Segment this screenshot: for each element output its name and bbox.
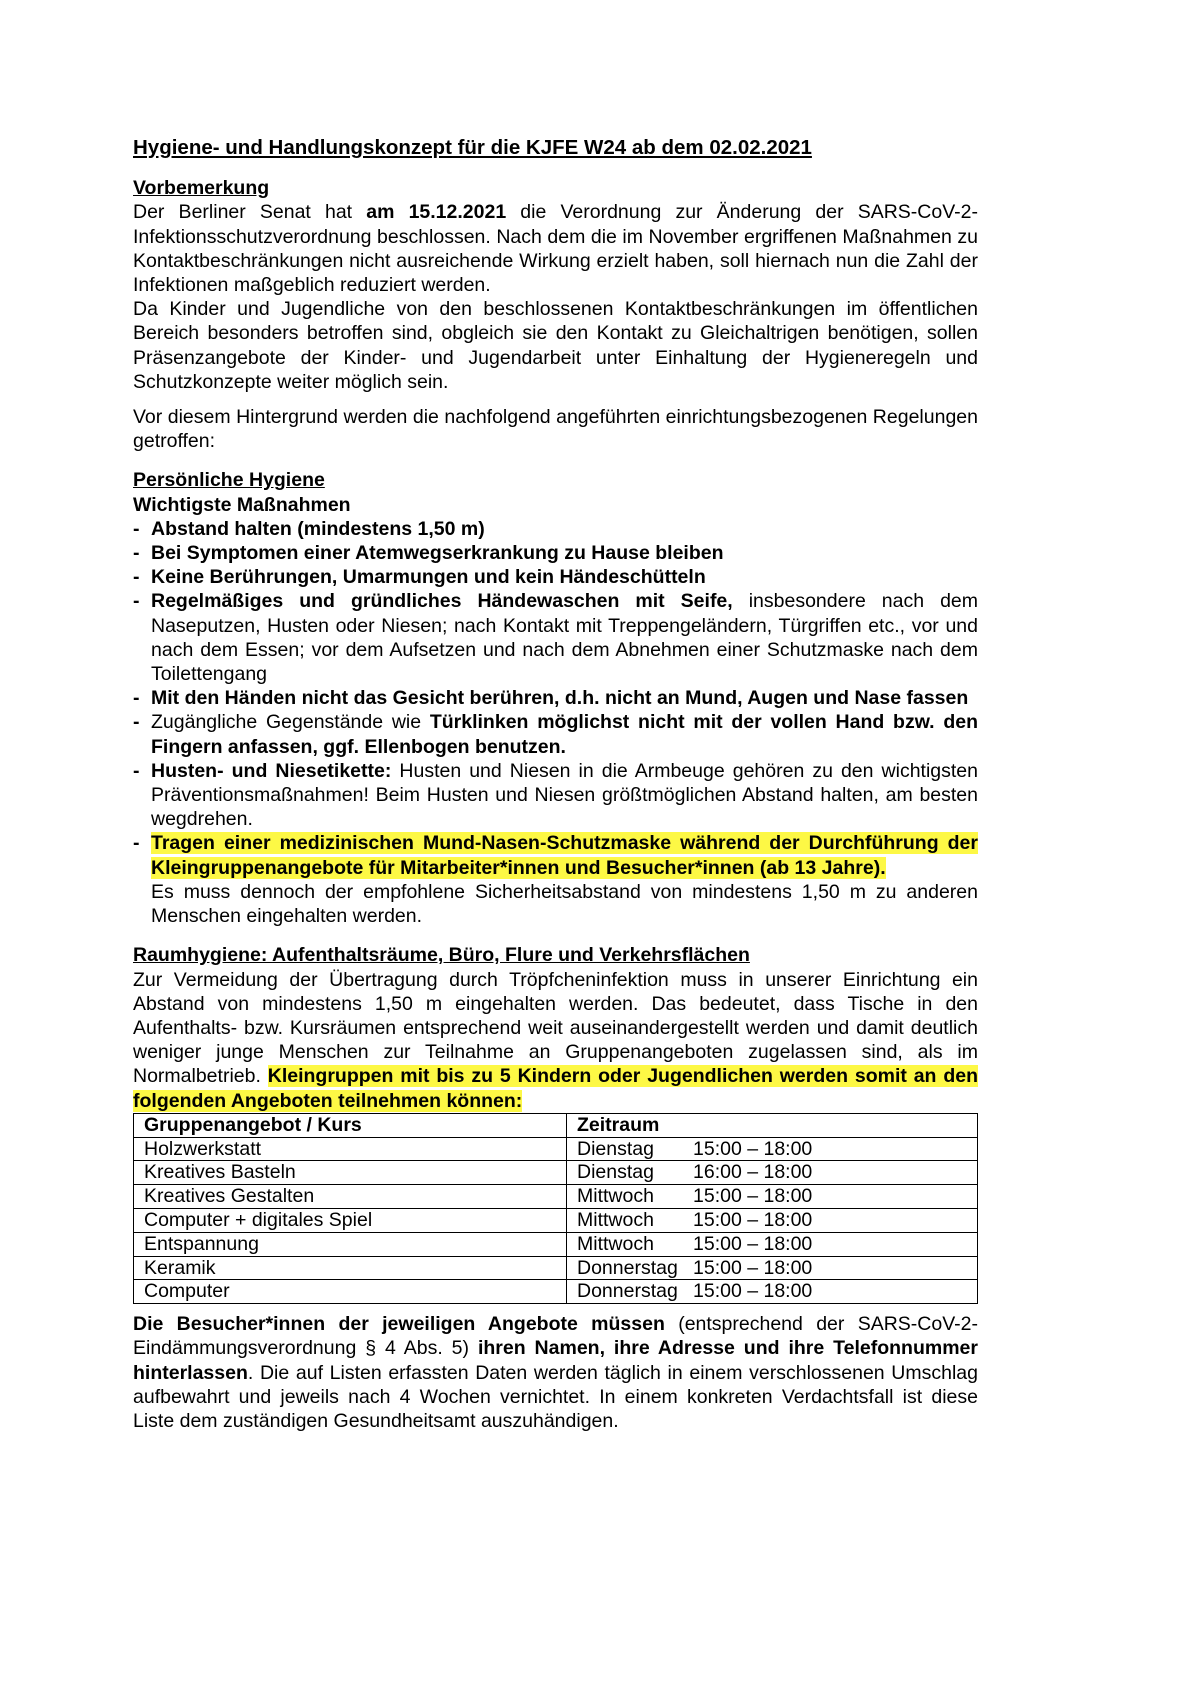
- cell-time: [567, 1161, 978, 1185]
- dash-bullet: -: [133, 711, 140, 734]
- list-item: [133, 759, 978, 832]
- text-bold: ihren Namen, ihre Adresse und ihre Telefonnummer hinterlassen: [133, 1337, 978, 1384]
- document-title: Hygiene- und Handlungskonzept für die KJFE W24 ab dem 02.02.2021: [133, 136, 812, 159]
- cell-time: [567, 1137, 978, 1161]
- cell-course: Holzwerkstatt: [134, 1137, 567, 1161]
- dash-bullet: -: [133, 590, 140, 613]
- paragraph-context: Da Kinder und Jugendliche von den beschlossenen Kontaktbeschränkungen im öffentlichen Bereich besonders betroffen sind, obgleich sie den Kontakt zu Gleichaltrigen benötigen, sollen Präsenzangebote der Kinder- und Jugendarbeit unter Einhaltung der Hygieneregeln und Schutzkonzepte weiter möglich sein.: [133, 298, 978, 393]
- highlighted-text: Kleingruppen mit bis zu 5 Kindern oder Jugendlichen werden somit an den folgenden Angeboten teilnehmen können:: [133, 1065, 978, 1112]
- text-bold: Die Besucher*innen der jeweiligen Angebote müssen: [133, 1313, 665, 1336]
- text: Zur Vermeidung der Übertragung durch Tröpfcheninfektion muss in unserer Einrichtung ein Abstand von mindestens 1,50 m eingehalten werden. Das bedeutet, dass Tische in den Aufenthalts- bzw. Kursräumen entsprechend weit auseinandergestellt werden und damit deutlich weniger junge Menschen zur Teilnahme an Gruppenangeboten zugelassen sind, als im Normalbetrieb.: [133, 968, 978, 1088]
- item-text: Zugängliche Gegenstände wie: [151, 711, 430, 734]
- cell-time: [567, 1185, 978, 1209]
- heading-personal-hygiene: Persönliche Hygiene: [133, 469, 325, 492]
- cell-day: Dienstag: [577, 1161, 654, 1184]
- cell-course: Keramik: [134, 1256, 567, 1280]
- table-body: [134, 1137, 978, 1304]
- table-row: [134, 1232, 978, 1256]
- table-row: [134, 1280, 978, 1304]
- cell-time: [567, 1256, 978, 1280]
- item-text: Husten und Niesen in die Armbeuge gehören zu den wichtigsten Präventionsmaßnahmen! Beim Husten und Niesen größtmöglichen Abstand halten, am besten wegdrehen.: [151, 759, 978, 831]
- cell-day: Donnerstag: [577, 1256, 678, 1279]
- item-text: Keine Berührungen, Umarmungen und kein Händeschütteln: [151, 566, 706, 589]
- list-item: [133, 589, 978, 686]
- highlighted-text: Tragen einer medizinischen Mund-Nasen-Schutzmaske während der Durchführung der Kleingruppenangebote für Mitarbeiter*innen und Besucher*innen (ab 13 Jahre).: [151, 832, 978, 879]
- item-text-bold: Türklinken möglichst nicht mit der vollen Hand bzw. den Fingern anfassen, ggf. Ellenbogen benutzen.: [151, 711, 978, 758]
- cell-day: Dienstag: [577, 1137, 654, 1160]
- item-text-bold: Regelmäßiges und gründliches Händewaschen mit Seife,: [151, 590, 733, 613]
- paragraph-intro: [133, 200, 978, 297]
- column-header-time: Zeitraum: [567, 1113, 978, 1137]
- cell-hours: 16:00 – 18:00: [693, 1161, 813, 1184]
- list-item: [133, 686, 978, 710]
- text: . Die auf Listen erfassten Daten werden täglich in einem verschlossenen Umschlag aufbewahrt und jeweils nach 4 Wochen vernichtet. In einem konkreten Verdachtsfall ist diese Liste dem zuständigen Gesundheitsamt auszuhändigen.: [133, 1361, 978, 1432]
- item-text-bold: Husten- und Niesetikette:: [151, 759, 392, 782]
- date-bold: am 15.12.2021: [366, 201, 507, 224]
- list-item: [133, 541, 978, 565]
- cell-hours: 15:00 – 18:00: [693, 1185, 813, 1208]
- subheading-measures: Wichtigste Maßnahmen: [133, 493, 351, 516]
- cell-hours: 15:00 – 18:00: [693, 1280, 813, 1303]
- paragraph-background: Vor diesem Hintergrund werden die nachfolgend angeführten einrichtungsbezogenen Regelungen getroffen:: [133, 406, 978, 453]
- cell-day: Mittwoch: [577, 1208, 654, 1231]
- heading-room-hygiene: Raumhygiene: Aufenthaltsräume, Büro, Flure und Verkehrsflächen: [133, 944, 750, 967]
- cell-day: Mittwoch: [577, 1232, 654, 1255]
- measures-list: [133, 517, 978, 928]
- list-item: [133, 565, 978, 589]
- cell-hours: 15:00 – 18:00: [693, 1208, 813, 1231]
- cell-day: Donnerstag: [577, 1280, 678, 1303]
- document-page: [133, 136, 978, 1433]
- table-row: [134, 1137, 978, 1161]
- table-row: [134, 1161, 978, 1185]
- item-text: Mit den Händen nicht das Gesicht berühren, d.h. nicht an Mund, Augen und Nase fassen: [151, 687, 969, 710]
- dash-bullet: -: [133, 832, 140, 855]
- cell-hours: 15:00 – 18:00: [693, 1232, 813, 1255]
- item-text: insbesondere nach dem Naseputzen, Husten oder Niesen; nach Kontakt mit Treppengeländern, Türgriffen etc., vor und nach dem Essen; vor dem Aufsetzen und nach dem Abnehmen einer Schutzmaske nach dem Toilettengang: [151, 590, 979, 686]
- dash-bullet: -: [133, 687, 140, 710]
- paragraph-visitors: [133, 1312, 978, 1433]
- cell-course: Computer: [134, 1280, 567, 1304]
- cell-time: [567, 1208, 978, 1232]
- table-row: [134, 1208, 978, 1232]
- dash-bullet: -: [133, 759, 140, 782]
- dash-bullet: -: [133, 517, 140, 540]
- cell-course: Kreatives Gestalten: [134, 1185, 567, 1209]
- column-header-course: Gruppenangebot / Kurs: [134, 1113, 567, 1137]
- cell-course: Entspannung: [134, 1232, 567, 1256]
- list-item: [133, 517, 978, 541]
- table-row: [134, 1185, 978, 1209]
- list-item: [133, 710, 978, 758]
- cell-day: Mittwoch: [577, 1185, 654, 1208]
- dash-bullet: -: [133, 542, 140, 565]
- cell-course: Kreatives Basteln: [134, 1161, 567, 1185]
- item-text: Es muss dennoch der empfohlene Sicherheitsabstand von mindestens 1,50 m zu anderen Menschen eingehalten werden.: [151, 880, 978, 928]
- item-text: Abstand halten (mindestens 1,50 m): [151, 517, 485, 540]
- table-row: [134, 1256, 978, 1280]
- list-item-mask: [133, 831, 978, 928]
- text: (entsprechend der SARS-CoV-2-Eindämmungsverordnung § 4 Abs. 5): [133, 1313, 978, 1360]
- cell-time: [567, 1232, 978, 1256]
- paragraph-room: [133, 968, 978, 1113]
- cell-hours: 15:00 – 18:00: [693, 1137, 813, 1160]
- courses-table: [133, 1113, 978, 1304]
- cell-hours: 15:00 – 18:00: [693, 1256, 813, 1279]
- heading-vorbemerkung: Vorbemerkung: [133, 177, 270, 200]
- text: die Verordnung zur Änderung der SARS-CoV-2-Infektionsschutzverordnung beschlossen. Nach dem die im November ergriffenen Maßnahmen zu Kontaktbeschränkungen nicht ausreichende Wirkung erzielt haben, soll hiernach nun die Zahl der Infektionen maßgeblich reduziert werden.: [133, 201, 978, 297]
- cell-time: [567, 1280, 978, 1304]
- item-text: Bei Symptomen einer Atemwegserkrankung zu Hause bleiben: [151, 542, 724, 565]
- table-header-row: [134, 1113, 978, 1137]
- cell-course: Computer + digitales Spiel: [134, 1208, 567, 1232]
- text: Der Berliner Senat hat: [133, 201, 367, 224]
- dash-bullet: -: [133, 566, 140, 589]
